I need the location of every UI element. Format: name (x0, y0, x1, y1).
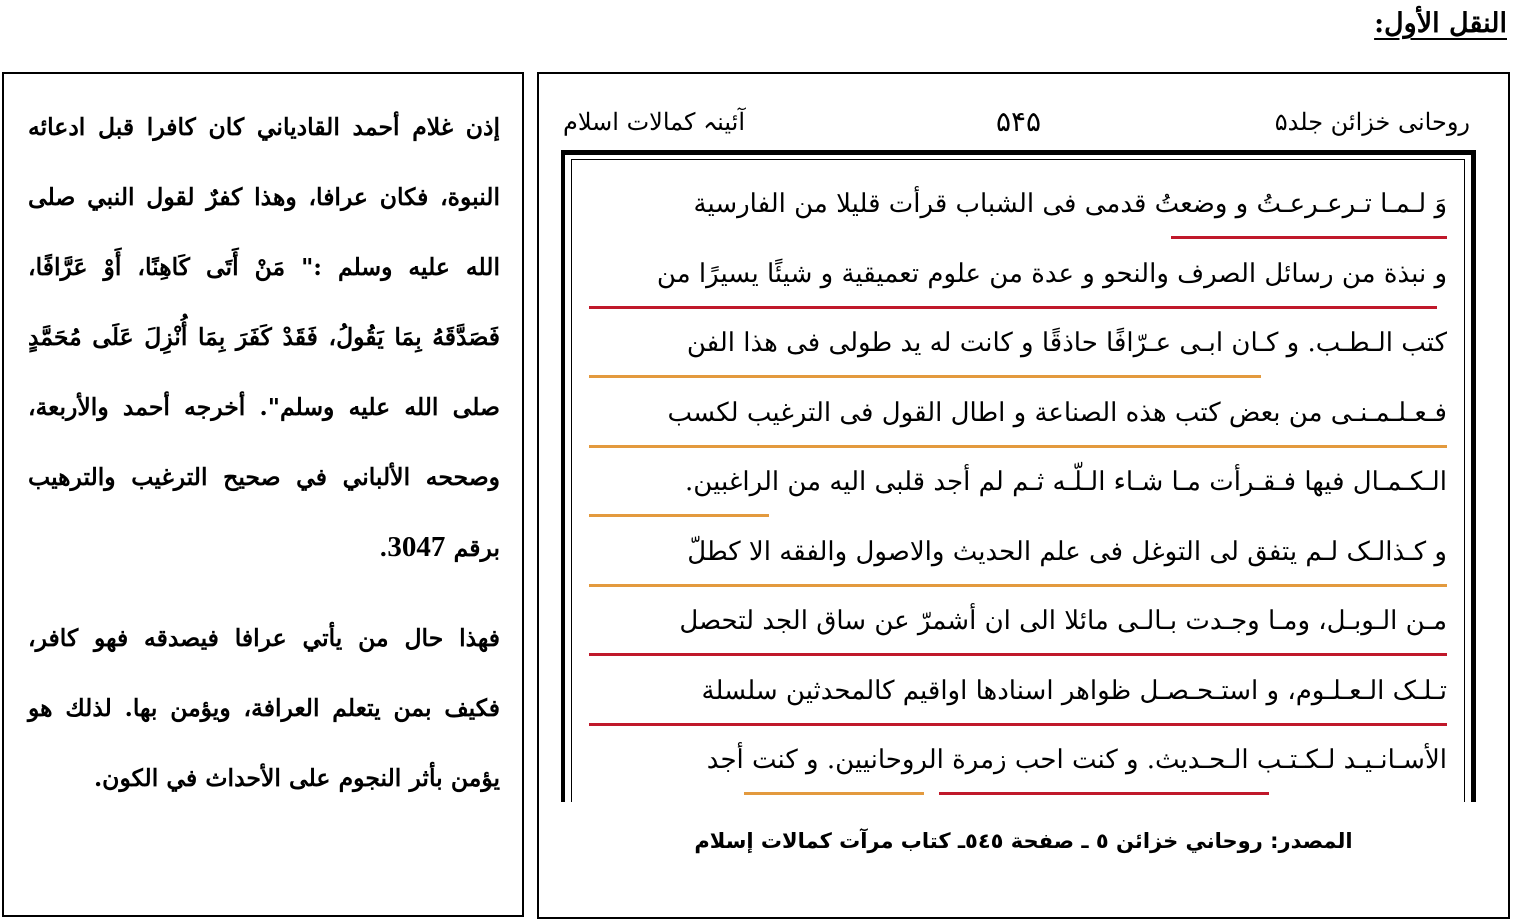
hadith-number: 3047 (387, 531, 446, 563)
highlight-underline (589, 514, 769, 517)
highlight-underline (589, 306, 1437, 309)
commentary-box (2, 72, 524, 917)
highlight-underline (744, 792, 924, 795)
highlight-underline (589, 723, 1447, 726)
book-line-text: الـكـمـال فيها فـقـرأت مـا شـاء الـلّـه ثـم لم أجد قلبى اليه من الراغبين. (685, 467, 1447, 497)
book-line-3 (589, 314, 1447, 384)
commentary-text: إذن غلام أحمد القادياني كان كافرا قبل ادعائه النبوة، فكان عرافا، وهذا كفرٌ لقول النبي صلى الله عليه وسلم :" مَنْ أَتَى كَاهِنًا، أَوْ عَرَّافًا، فَصَدَّقَهُ بِمَا يَقُولُ، فَقَدْ كَفَرَ بِمَا أُنْزِلَ عَلَى مُحَمَّدٍ صلى الله عليه وسلم". أخرجه أحمد والأربعة، وصححه الألباني في صحيح الترغيب والترهيب برقم (28, 113, 500, 562)
book-line-text: فـعـلـمـنـى من بعض كتب هذه الصناعة و اطال القول فى الترغيب لكسب (667, 397, 1447, 428)
book-line-1 (589, 175, 1447, 245)
highlight-underline (589, 445, 1447, 448)
highlight-underline (589, 584, 1447, 587)
highlight-underline (1171, 236, 1447, 239)
highlight-underline (939, 792, 1269, 795)
book-text-frame (561, 150, 1476, 802)
book-line-text: و كـذالـک لـم يتفق لى التوغل فى علم الحديث والاصول والفقه الا كطلّ (687, 536, 1447, 567)
highlight-underline (589, 375, 1261, 378)
book-line-text: وَ لـمـا تـرعـرعـتُ و وضعتُ قدمى فى الشباب قرأت قليلا من الفارسية (693, 189, 1447, 219)
book-line-text: تـلـک الـعـلـوم، و استـحـصـل ظواهر اسنادها اواقيم كالمحدثين سلسلة (701, 675, 1447, 706)
book-volume-title: روحانی خزائن جلد۵ (1274, 108, 1470, 136)
section-heading: النقل الأول: (1374, 8, 1507, 39)
book-text (589, 175, 1447, 801)
commentary-paragraph-1 (28, 92, 500, 583)
book-line-6 (589, 523, 1447, 593)
book-name: آئینہ کمالات اسلام (563, 108, 746, 136)
book-line-7 (589, 592, 1447, 662)
highlight-underline (589, 653, 1447, 656)
book-line-2 (589, 245, 1447, 315)
book-line-5 (589, 453, 1447, 523)
book-line-text: كتب الـطـب. و كـان ابـى عـرّافًا حاذقًا و كانت له يد طولى فى هذا الفن (686, 328, 1447, 358)
book-page-number: ۵۴۵ (995, 105, 1042, 138)
book-line-4 (589, 384, 1447, 454)
book-line-text: مـن الـوبـل، ومـا وجـدت بـالـى مائلا الى ان أشمرّ عن ساق الجد لتحصل (679, 606, 1447, 636)
book-scan-box (537, 72, 1510, 919)
book-page-header (559, 102, 1478, 142)
book-line-text: و نبذة من رسائل الصرف والنحو و عدة من علوم تعميقية و شيئًا يسيرًا من (656, 258, 1447, 289)
commentary-period: . (379, 534, 388, 562)
book-line-text: الأسـانـيـد لـكـتـب الـحـديث. و كنت احب زمرة الروحانيين. و كنت أجد (706, 745, 1447, 775)
commentary-paragraph-2: فهذا حال من يأتي عرافا فيصدقه فهو كافر، فكيف بمن يتعلم العرافة، ويؤمن بها. لذلك هو يؤمن بأثر النجوم على الأحداث في الكون. (28, 624, 500, 792)
source-caption: المصدر: روحاني خزائن ٥ ـ صفحة ٥٤٥ـ كتاب مرآت كمالات إسلام (694, 829, 1353, 853)
book-line-9 (589, 731, 1447, 801)
book-line-8 (589, 662, 1447, 732)
